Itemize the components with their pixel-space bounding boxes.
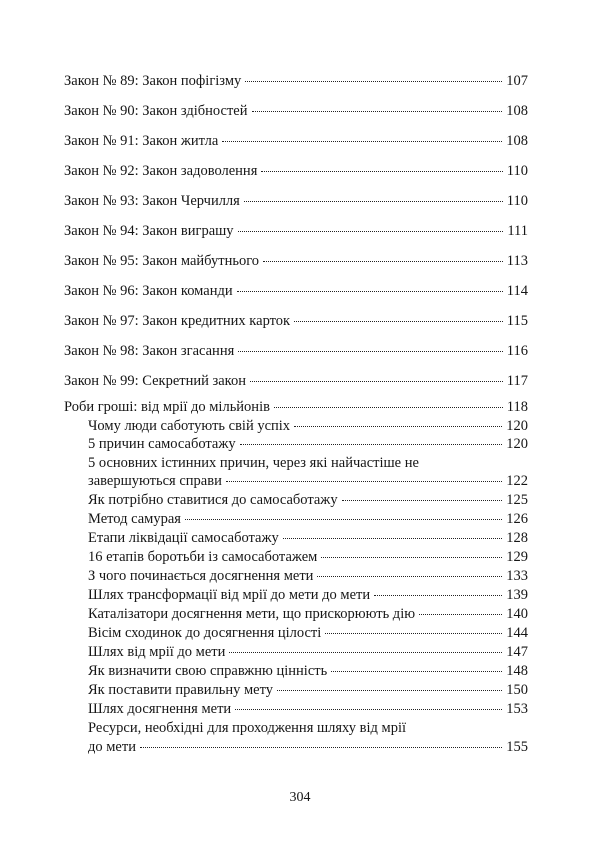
- toc-subentry: [88, 644, 528, 661]
- page-number-footer: 304: [289, 790, 311, 805]
- entry-page-number: 147: [506, 644, 528, 660]
- toc-entry-law-91: [64, 133, 528, 150]
- dot-leader: [140, 747, 502, 748]
- toc-entry-law-94: [64, 223, 528, 240]
- entry-page-number: 114: [506, 283, 528, 299]
- entry-title-line-1: 5 основних істинних причин, через які найчастіше не: [88, 455, 419, 471]
- entry-title: Закон № 94: Закон виграшу: [64, 223, 234, 239]
- dot-leader: [294, 321, 503, 322]
- section-title: Роби гроші: від мрії до мільйонів: [64, 399, 270, 415]
- entry-page-number: 110: [506, 193, 528, 209]
- entry-page-number: 111: [507, 223, 528, 239]
- toc-subentry: [88, 625, 528, 642]
- entry-title: Закон № 98: Закон згасання: [64, 343, 235, 359]
- toc-entry-law-95: [64, 253, 528, 270]
- dot-leader: [244, 201, 503, 202]
- toc-entry-law-97: [64, 313, 528, 330]
- entry-page-number: 113: [506, 253, 528, 269]
- dot-leader: [283, 538, 503, 539]
- entry-title: Закон № 99: Секретний закон: [64, 373, 246, 389]
- entry-page-number: 116: [506, 343, 528, 359]
- entry-title: З чого починається досягнення мети: [88, 568, 314, 584]
- entry-title: Шлях від мрії до мети: [88, 644, 226, 660]
- entry-page-number: 148: [506, 663, 528, 679]
- toc-subentry: [88, 568, 528, 585]
- entry-page-number: 133: [506, 568, 528, 584]
- entry-title: Вісім сходинок до досягнення цілості: [88, 625, 322, 641]
- dot-leader: [229, 652, 502, 653]
- entry-page-number: 144: [506, 625, 528, 641]
- entry-title: Закон № 92: Закон задоволення: [64, 163, 258, 179]
- entry-page-number: 117: [506, 373, 528, 389]
- toc-entry-law-98: [64, 343, 528, 360]
- entry-page-number: 120: [506, 436, 528, 452]
- dot-leader: [240, 444, 503, 445]
- toc-subentry: [88, 418, 528, 435]
- toc-section-entry: [64, 399, 528, 416]
- toc-subentry: [88, 606, 528, 623]
- dot-leader: [263, 261, 503, 262]
- dot-leader: [261, 171, 502, 172]
- entry-page-number: 120: [506, 418, 528, 434]
- entry-title: Закон № 97: Закон кредитних карток: [64, 313, 291, 329]
- entry-title: Закон № 89: Закон пофігізму: [64, 73, 242, 89]
- dot-leader: [342, 500, 503, 501]
- entry-page-number: 150: [506, 682, 528, 698]
- entry-title: Закон № 95: Закон майбутнього: [64, 253, 260, 269]
- entry-page-number: 128: [506, 530, 528, 546]
- toc-subentry: [88, 511, 528, 528]
- dot-leader: [222, 141, 502, 142]
- entry-page-number: 155: [506, 739, 528, 755]
- entry-page-number: 153: [506, 701, 528, 717]
- dot-leader: [419, 614, 502, 615]
- dot-leader: [325, 633, 502, 634]
- entry-page-number: 108: [506, 103, 528, 119]
- toc-subentry: [88, 473, 528, 490]
- toc-entry-law-89: [64, 73, 528, 90]
- dot-leader: [374, 595, 502, 596]
- dot-leader: [294, 426, 502, 427]
- entry-page-number: 115: [506, 313, 528, 329]
- dot-leader: [226, 481, 502, 482]
- entry-page-number: 118: [506, 399, 528, 415]
- dot-leader: [274, 407, 503, 408]
- dot-leader: [317, 576, 502, 577]
- entry-page-number: 108: [506, 133, 528, 149]
- entry-page-number: 140: [506, 606, 528, 622]
- toc-entry-law-99: [64, 373, 528, 390]
- entry-page-number: 126: [506, 511, 528, 527]
- toc-subentry: [88, 549, 528, 566]
- entry-title: Етапи ліквідації самосаботажу: [88, 530, 279, 546]
- entry-page-number: 139: [506, 587, 528, 603]
- entry-page-number: 122: [506, 473, 528, 489]
- dot-leader: [250, 381, 503, 382]
- toc-entry-law-92: [64, 163, 528, 180]
- entry-title: Шлях трансформації від мрії до мети до мети: [88, 587, 371, 603]
- dot-leader: [237, 291, 503, 292]
- entry-title: Метод самурая: [88, 511, 181, 527]
- entry-page-number: 107: [506, 73, 528, 89]
- entry-title: 5 причин самосаботажу: [88, 436, 236, 452]
- dot-leader: [238, 231, 504, 232]
- entry-page-number: 129: [506, 549, 528, 565]
- entry-title: Чому люди саботують свій успіх: [88, 418, 291, 434]
- toc-entry-law-96: [64, 283, 528, 300]
- entry-title: Каталізатори досягнення мети, що прискорюють дію: [88, 606, 416, 622]
- dot-leader: [252, 111, 503, 112]
- dot-leader: [277, 690, 502, 691]
- toc-entry-law-93: [64, 193, 528, 210]
- entry-title: Закон № 91: Закон житла: [64, 133, 219, 149]
- entry-title: Шлях досягнення мети: [88, 701, 232, 717]
- toc-subentry: [88, 663, 528, 680]
- toc-entry-law-90: [64, 103, 528, 120]
- entry-title: Як визначити свою справжню цінність: [88, 663, 328, 679]
- entry-title: завершуються справи: [88, 473, 222, 489]
- toc-subentry: [88, 682, 528, 699]
- entry-page-number: 110: [506, 163, 528, 179]
- entry-title-line-1: Ресурси, необхідні для проходження шляху від мрії: [88, 720, 406, 736]
- entry-title: Закон № 93: Закон Черчилля: [64, 193, 240, 209]
- dot-leader: [185, 519, 502, 520]
- dot-leader: [238, 351, 503, 352]
- toc-subentry: [88, 701, 528, 718]
- toc-subentry: [88, 530, 528, 547]
- entry-title: Як поставити правильну мету: [88, 682, 273, 698]
- entry-title: 16 етапів боротьби із самосаботажем: [88, 549, 318, 565]
- entry-title: до мети: [88, 739, 136, 755]
- toc-subentry: [88, 436, 528, 453]
- dot-leader: [235, 709, 502, 710]
- toc-subentry: [88, 492, 528, 509]
- dot-leader: [331, 671, 502, 672]
- entry-title: Закон № 90: Закон здібностей: [64, 103, 248, 119]
- entry-page-number: 125: [506, 492, 528, 508]
- dot-leader: [321, 557, 502, 558]
- toc-subentry: [88, 587, 528, 604]
- entry-title: Закон № 96: Закон команди: [64, 283, 233, 299]
- entry-title: Як потрібно ставитися до самосаботажу: [88, 492, 338, 508]
- dot-leader: [245, 81, 502, 82]
- toc-subentry: [88, 739, 528, 756]
